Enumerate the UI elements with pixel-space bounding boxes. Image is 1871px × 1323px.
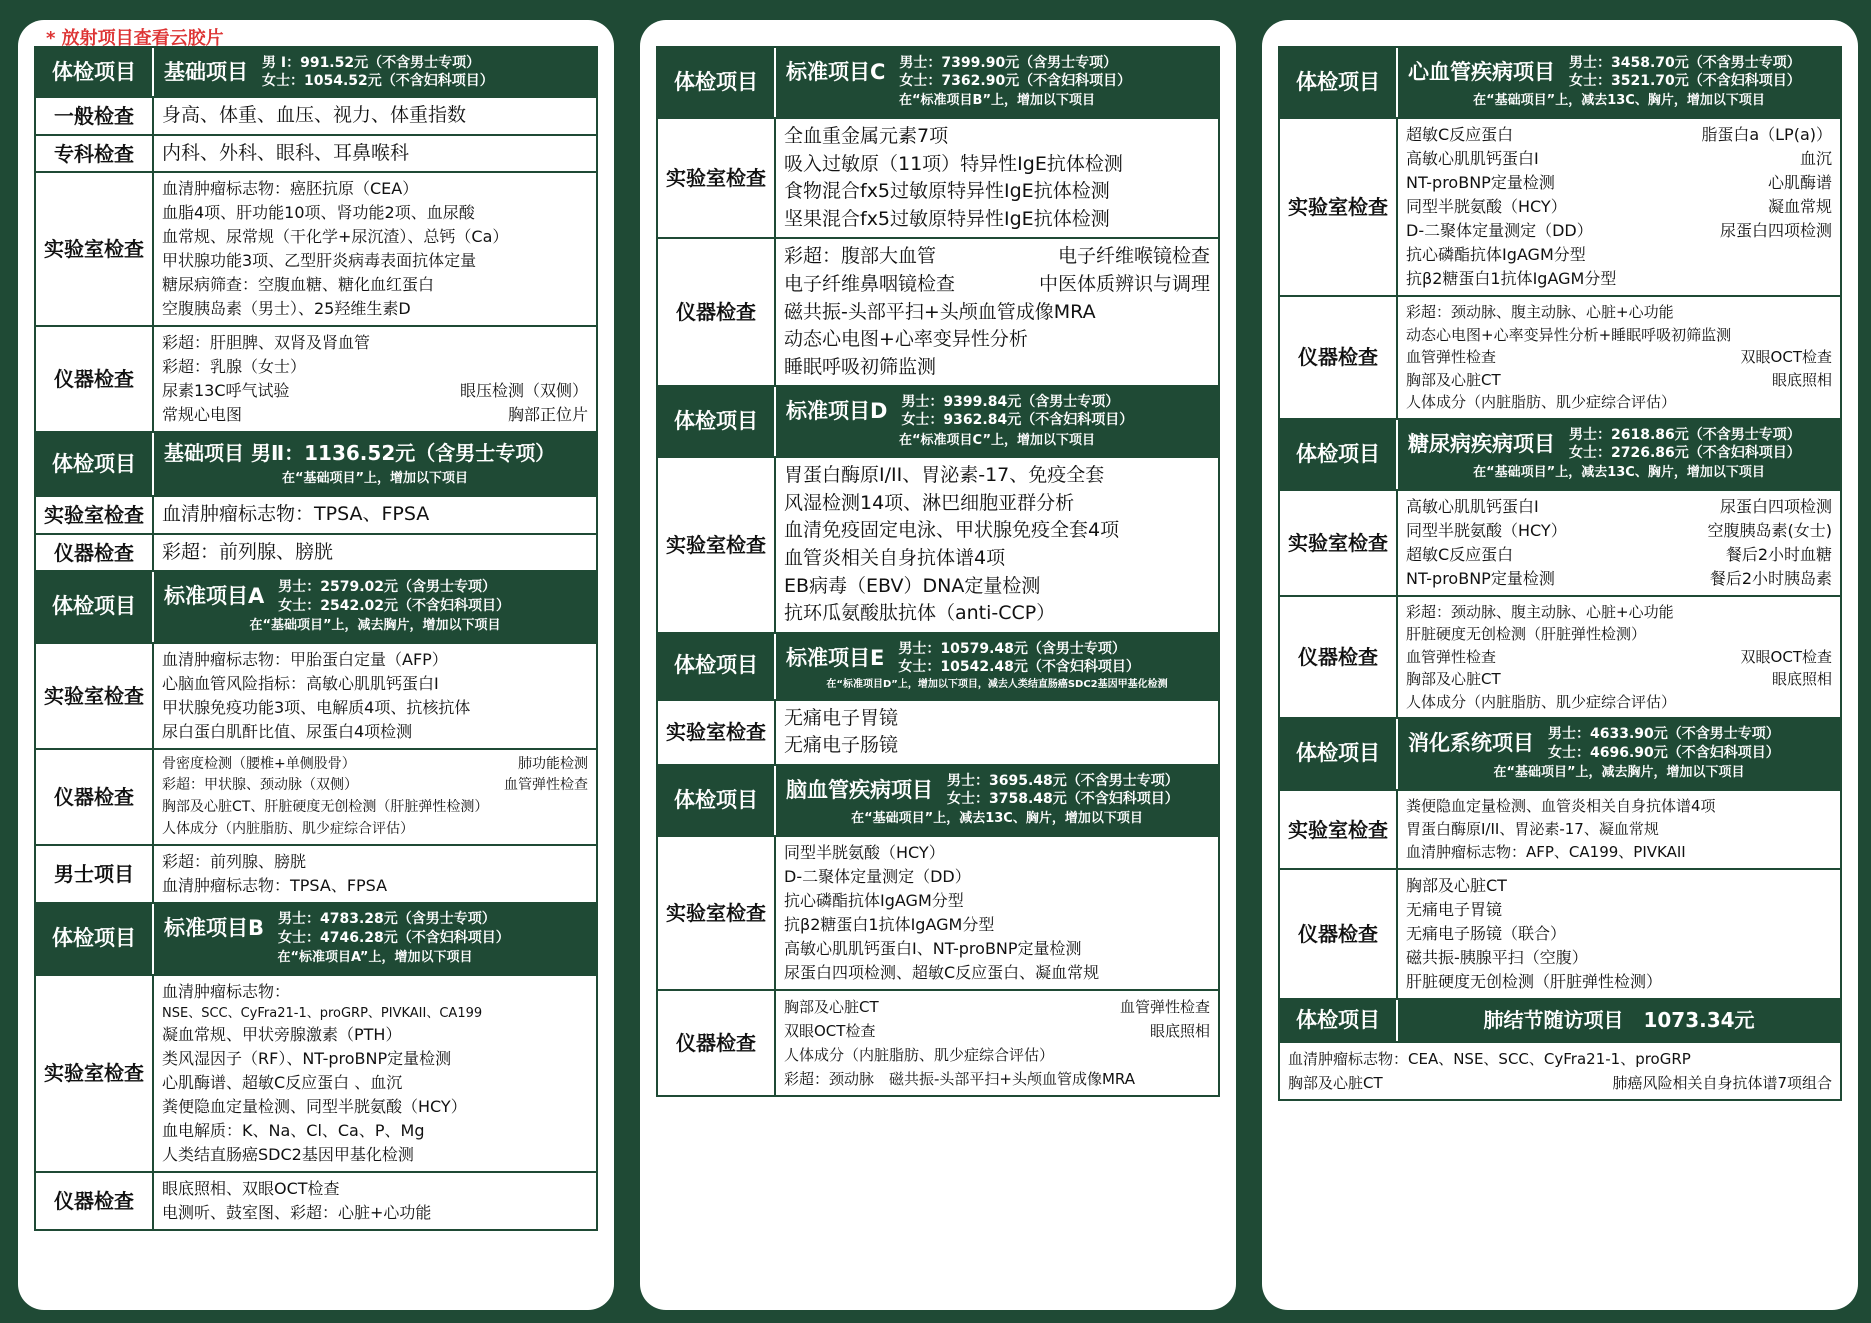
header-b: 体检项目 标准项目B 男士：4783.28元（含男士专项） 女士：4746.28元（不含妇科项目） 在“标准项目A”上，增加以下项目 xyxy=(36,904,596,975)
table-col1 xyxy=(34,46,598,1231)
header-lung: 体检项目 肺结节随访项目 1073.34元 xyxy=(1280,1000,1840,1043)
header-basic2: 体检项目 基础项目 男Ⅱ：1136.52元（含男士专项） 在“基础项目”上，增加以下项目 xyxy=(36,433,596,497)
row-dm-lab: 实验室检查 高敏心肌肌钙蛋白I 尿蛋白四项检测 同型半胱氨酸（HCY） 空腹胰岛素(女士) 超敏C反应蛋白 餐后2小时血糖 NT-proBNP定量检测 餐后2小时胰岛素 xyxy=(1280,491,1840,597)
row-heart-lab: 实验室检查 超敏C反应蛋白 脂蛋白a（LP(a)） 高敏心肌肌钙蛋白I 血沉 NT-proBNP定量检测 心肌酶谱 同型半胱氨酸（HCY） 凝血常规 D-二聚体定量测定（DD） 尿蛋白四项检测 抗心磷酯抗体IgAGM分型 抗β2糖蛋白1抗体IgAGM分型 xyxy=(1280,119,1840,297)
title-basic: 基础项目 xyxy=(164,59,248,84)
row-specialist: 专科检查 内科、外科、眼科、耳鼻喉科 xyxy=(36,136,596,174)
row-b-lab: 实验室检查 血清肿瘤标志物： NSE、SCC、CyFra21-1、proGRP、PIVKAII、CA199 凝血常规、甲状旁腺激素（PTH） 类风湿因子（RF）、NT-proBNP定量检测 心肌酶谱、超敏C反应蛋白 、血沉 粪便隐血定量检测、同型半胱氨酸（HCY） 血电解质：K、Na、Cl、Ca、P、Mg 人类结直肠癌SDC2基因甲基化检测 xyxy=(36,976,596,1174)
row-basic2-lab: 实验室检查 血清肿瘤标志物：TPSA、FPSA xyxy=(36,497,596,535)
label: 体检项目 xyxy=(36,48,154,96)
row-general: 一般检查 身高、体重、血压、视力、体重指数 xyxy=(36,98,596,136)
header-dm: 体检项目 糖尿病疾病项目 男士：2618.86元（不含男士专项） 女士：2726.86元（不含妇科项目） 在“基础项目”上，减去13C、胸片，增加以下项目 xyxy=(1280,420,1840,491)
row-dm-device: 仪器检查 彩超：颈动脉、腹主动脉、心脏+心功能 肝脏硬度无创检测（肝脏弹性检测） 血管弹性检查 双眼OCT检查 胸部及心脏CT 眼底照相 人体成分（内脏脂肪、肌少症综合评估） xyxy=(1280,597,1840,720)
table-col3 xyxy=(1278,46,1842,1101)
row-e-lab: 实验室检查 无痛电子胃镜 无痛电子肠镜 xyxy=(658,701,1218,766)
row-cv-device: 仪器检查 胸部及心脏CT 血管弹性检查 双眼OCT检查 眼底照相 人体成分（内脏脂肪、肌少症综合评估） 彩超：颈动脉 磁共振-头部平扫+头颅血管成像MRA xyxy=(658,991,1218,1097)
title-basic2: 基础项目 男Ⅱ：1136.52元（含男士专项） xyxy=(164,441,556,466)
panel-col3 xyxy=(1262,20,1858,1310)
header-a: 体检项目 标准项目A 男士：2579.02元（含男士专项） 女士：2542.02元（不含妇科项目） 在“基础项目”上，减去胸片，增加以下项目 xyxy=(36,572,596,643)
row-lung: 血清肿瘤标志物：CEA、NSE、SCC、CyFra21-1、proGRP 胸部及心脏CT 肺癌风险相关自身抗体谱7项组合 xyxy=(1280,1043,1840,1101)
row-c-device: 仪器检查 彩超：腹部大血管 电子纤维喉镜检查 电子纤维鼻咽镜检查 中医体质辨识与调理 磁共振-头部平扫+头颅血管成像MRA 动态心电图+心率变异性分析 睡眠呼吸初筛监测 xyxy=(658,239,1218,387)
note: * 放射项目查看云胶片 xyxy=(46,28,224,49)
row-dig-lab: 实验室检查 粪便隐血定量检测、血管炎相关自身抗体谱4项 胃蛋白酶原I/II、胃泌素-17、凝血常规 血清肿瘤标志物：AFP、CA199、PIVKAII xyxy=(1280,791,1840,871)
row-c-lab: 实验室检查 全血重金属元素7项 吸入过敏原（11项）特异性IgE抗体检测 食物混合fx5过敏原特异性IgE抗体检测 坚果混合fx5过敏原特异性IgE抗体检测 xyxy=(658,119,1218,239)
row-cv-lab: 实验室检查 同型半胱氨酸（HCY） D-二聚体定量测定（DD） 抗心磷酯抗体IgAGM分型 抗β2糖蛋白1抗体IgAGM分型 高敏心肌肌钙蛋白I、NT-proBNP定量检测 尿蛋白四项检测、超敏C反应蛋白、凝血常规 xyxy=(658,837,1218,991)
row-a-male: 男士项目 彩超：前列腺、膀胱 血清肿瘤标志物：TPSA、FPSA xyxy=(36,846,596,904)
header-basic xyxy=(36,48,596,98)
header-c: 体检项目 标准项目C 男士：7399.90元（含男士专项） 女士：7362.90元（不含妇科项目） 在“标准项目B”上，增加以下项目 xyxy=(658,48,1218,119)
header-cv: 体检项目 脑血管疾病项目 男士：3695.48元（不含男士专项） 女士：3758.48元（不含妇科项目） 在“基础项目”上，减去13C、胸片，增加以下项目 xyxy=(658,766,1218,837)
row-basic2-device: 仪器检查 彩超：前列腺、膀胱 xyxy=(36,535,596,573)
row-a-lab: 实验室检查 血清肿瘤标志物：甲胎蛋白定量（AFP） 心脑血管风险指标：高敏心肌肌钙蛋白I 甲状腺免疫功能3项、电解质4项、抗核抗体 尿白蛋白肌酐比值、尿蛋白4项检测 xyxy=(36,644,596,750)
header-e: 体检项目 标准项目E 男士：10579.48元（含男士专项） 女士：10542.48元（不含妇科项目） 在“标准项目D”上，增加以下项目，减去人类结直肠癌SDC2基因甲基化检测 xyxy=(658,634,1218,701)
row-dig-device: 仪器检查 胸部及心脏CT 无痛电子胃镜 无痛电子肠镜（联合） 磁共振-胰腺平扫（空腹） 肝脏硬度无创检测（肝脏弹性检测） xyxy=(1280,870,1840,1000)
prices-basic: 男 Ⅰ：991.52元（不含男士专项） 女士：1054.52元（不含妇科项目） xyxy=(262,55,494,90)
table-col2 xyxy=(656,46,1220,1097)
header-d: 体检项目 标准项目D 男士：9399.84元（含男士专项） 女士：9362.84元（不含妇科项目） 在“标准项目C”上，增加以下项目 xyxy=(658,387,1218,458)
header-heart: 体检项目 心血管疾病项目 男士：3458.70元（不含男士专项） 女士：3521.70元（不含妇科项目） 在“基础项目”上，减去13C、胸片，增加以下项目 xyxy=(1280,48,1840,119)
row-b-device: 仪器检查 眼底照相、双眼OCT检查 电测听、鼓室图、彩超：心脏+心功能 xyxy=(36,1173,596,1231)
row-a-device: 仪器检查 骨密度检测（腰椎+单侧股骨） 肺功能检测 彩超：甲状腺、颈动脉（双侧） 血管弹性检查 胸部及心脏CT、肝脏硬度无创检测（肝脏弹性检测） 人体成分（内脏脂肪、肌少症综合评估） xyxy=(36,750,596,847)
panel-col2 xyxy=(640,20,1236,1310)
row-basic-device: 仪器检查 彩超：肝胆脾、双肾及肾血管 彩超：乳腺（女士） 尿素13C呼气试验 眼压检测（双侧） 常规心电图 胸部正位片 xyxy=(36,327,596,433)
row-d-lab: 实验室检查 胃蛋白酶原I/II、胃泌素-17、免疫全套 风湿检测14项、淋巴细胞亚群分析 血清免疫固定电泳、甲状腺免疫全套4项 血管炎相关自身抗体谱4项 EB病毒（EBV）DNA定量检测 抗环瓜氨酸肽抗体（anti-CCP） xyxy=(658,458,1218,633)
row-basic-lab: 实验室检查 血清肿瘤标志物：癌胚抗原（CEA） 血脂4项、肝功能10项、肾功能2项、血尿酸 血常规、尿常规（干化学+尿沉渣）、总钙（Ca） 甲状腺功能3项、乙型肝炎病毒表面抗体定量 糖尿病筛查：空腹血糖、糖化血红蛋白 空腹胰岛素（男士）、25羟维生素D xyxy=(36,173,596,327)
header-dig: 体检项目 消化系统项目 男士：4633.90元（不含男士专项） 女士：4696.90元（不含妇科项目） 在“基础项目”上，减去胸片，增加以下项目 xyxy=(1280,719,1840,790)
panel-col1 xyxy=(18,20,614,1310)
row-heart-device: 仪器检查 彩超：颈动脉、腹主动脉、心脏+心功能 动态心电图+心率变异性分析+睡眠呼吸初筛监测 血管弹性检查 双眼OCT检查 胸部及心脏CT 眼底照相 人体成分（内脏脂肪、肌少症综合评估） xyxy=(1280,297,1840,420)
